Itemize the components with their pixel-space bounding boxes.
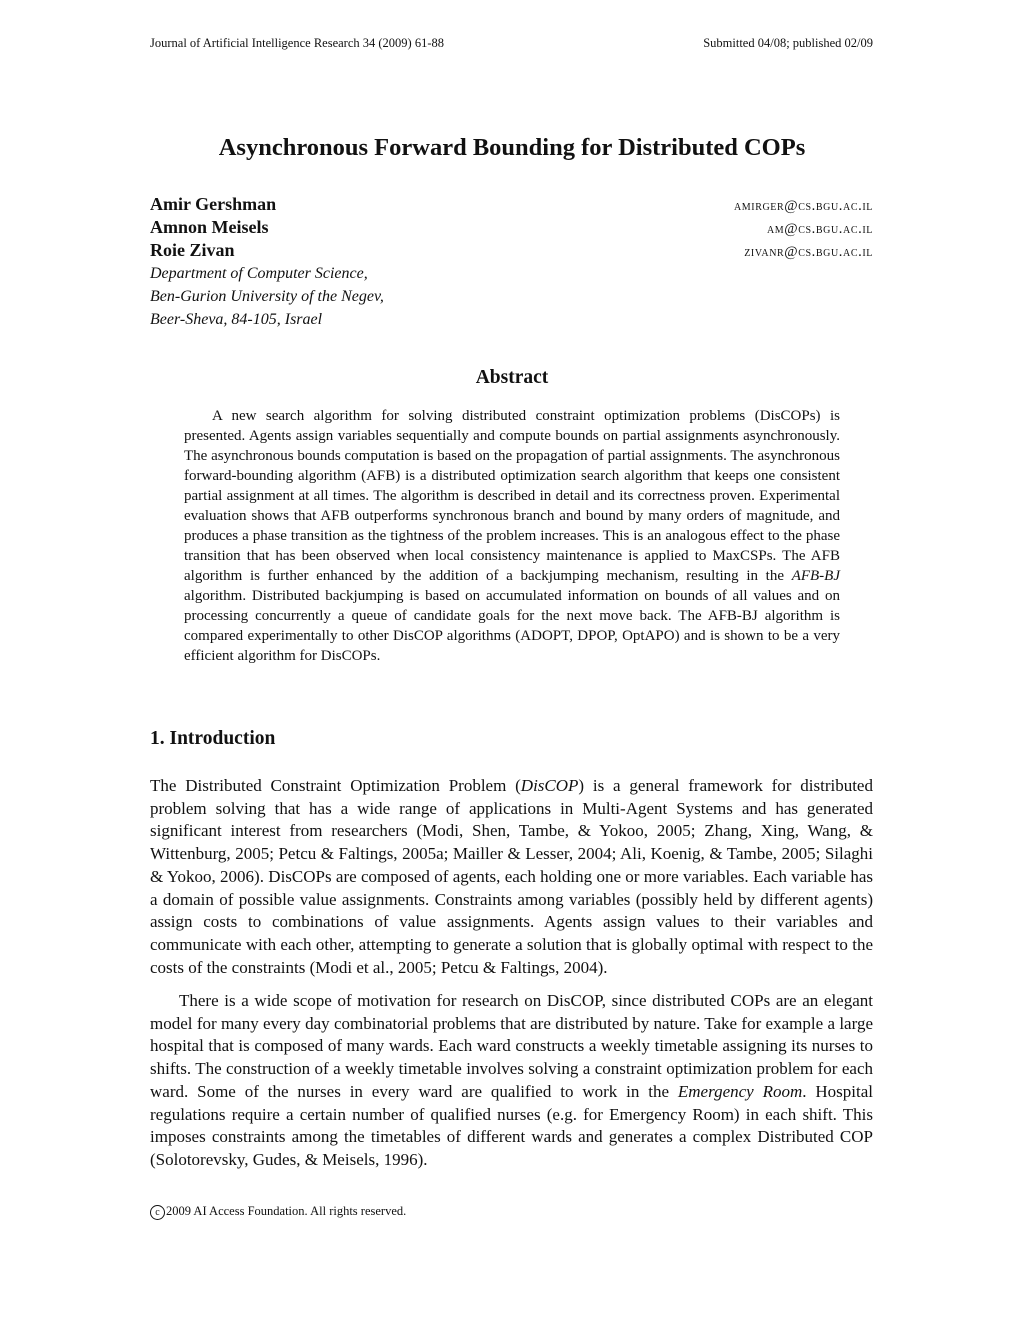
- p1-text-b: ) is a general framework for distributed problem solving that has a wide range of applications in Multi-Agent Systems and has generated significant interest from researchers (Modi, Shen, Tambe, & Yokoo, 2005; Zhang, Xing, Wang, & Wittenburg, 2005; Petcu & Faltings, 2005a; Mailler & Lesser, 2004; Ali, Koenig, & Tambe, 2005; Silaghi & Yokoo, 2006). DisCOPs are composed of agents, each holding one or more variables. Each variable has a domain of possible value assignments. Constraints among variables (possibly held by different agents) assign costs to combinations of value assignments. Agents assign values to their variables and communicate with each other, attempting to generate a solution that is globally optimal with respect to the costs of the constraints (Modi et al., 2005; Petcu & Faltings, 2004).: [150, 776, 873, 977]
- author-email-2[interactable]: am@cs.bgu.ac.il: [766, 221, 873, 237]
- affiliation-line-1: Department of Computer Science,: [150, 265, 368, 282]
- section-heading-introduction: 1. Introduction: [150, 728, 276, 749]
- abstract-heading: Abstract: [475, 367, 549, 388]
- abstract-text-part-1: A new search algorithm for solving distributed constraint optimization problems (DisCOPs) is presented. Agents assign variables sequentially and compute bounds on partial assignments asynchronously. The asynchronous bounds computation is based on the propagation of partial assignments. The asynchronous forward-bounding algorithm (AFB) is a distributed optimization search algorithm that keeps one consistent partial assignment at all times. The algorithm is described in detail and its correctness proven. Experimental evaluation shows that AFB outperforms synchronous branch and bound by many orders of magnitude, and produces a phase transition as the tightness of the problem increases. This is an analogous effect to the phase transition that has been observed when local consistency maintenance is applied to MaxCSPs. The AFB algorithm is further enhanced by the addition of a backjumping mechanism, resulting in the: [184, 408, 840, 584]
- paper-title: Asynchronous Forward Bounding for Distributed COPs: [218, 134, 806, 161]
- p2-text-a: There is a wide scope of motivation for research on DisCOP, since distributed COPs are an elegant model for many every day combinatorial problems that are distributed by nature. Take for example a large hospital that is composed of many wards. Each ward constructs a weekly timetable assigning its nurses to shifts. The construction of a weekly timetable involves solving a constraint optimization problem for each ward. Some of the nurses in every ward are qualified to work in the: [150, 991, 873, 1101]
- p2-text-b: . Hospital regulations require a certain number of qualified nurses (e.g. for Emergency Room) in each shift. This imposes constraints among the timetables of different wards and generates a complex Distributed COP (Solotorevsky, Gudes, & Meisels, 1996).: [150, 1081, 873, 1169]
- p1-text-a: The Distributed Constraint Optimization Problem (: [150, 776, 521, 795]
- affiliation-line-2: Ben-Gurion University of the Negev,: [150, 288, 384, 305]
- author-email-1[interactable]: amirger@cs.bgu.ac.il: [733, 198, 873, 214]
- copyright-icon: c: [150, 1205, 165, 1220]
- p1-emph-discop: DisCOP: [520, 776, 579, 795]
- affiliation-line-3: Beer-Sheva, 84-105, Israel: [150, 311, 323, 328]
- author-name-3: Roie Zivan: [150, 240, 235, 260]
- author-name-2: Amnon Meisels: [150, 217, 269, 237]
- author-name-1: Amir Gershman: [150, 194, 277, 214]
- running-header-journal: Journal of Artificial Intelligence Research 34 (2009) 61-88: [150, 36, 445, 50]
- abstract-body: [184, 406, 840, 666]
- intro-paragraph-1: [150, 775, 873, 979]
- intro-paragraph-2: [150, 990, 873, 1172]
- author-email-3[interactable]: zivanr@cs.bgu.ac.il: [744, 244, 873, 260]
- abstract-text-part-2: algorithm. Distributed backjumping is based on accumulated information on bounds of all values and on processing concurrently a queue of candidate goals for the next move back. The AFB-BJ algorithm is compared experimentally to other DisCOP algorithms (ADOPT, DPOP, OptAPO) and is shown to be a very efficient algorithm for DisCOPs.: [184, 588, 840, 664]
- copyright-text: 2009 AI Access Foundation. All rights reserved.: [166, 1204, 407, 1218]
- copyright-footer: [150, 1204, 406, 1220]
- p2-emph-emergency-room: Emergency Room: [677, 1081, 803, 1101]
- abstract-emph-afb-bj: AFB-BJ: [791, 568, 840, 584]
- running-header-dates: Submitted 04/08; published 02/09: [703, 36, 873, 50]
